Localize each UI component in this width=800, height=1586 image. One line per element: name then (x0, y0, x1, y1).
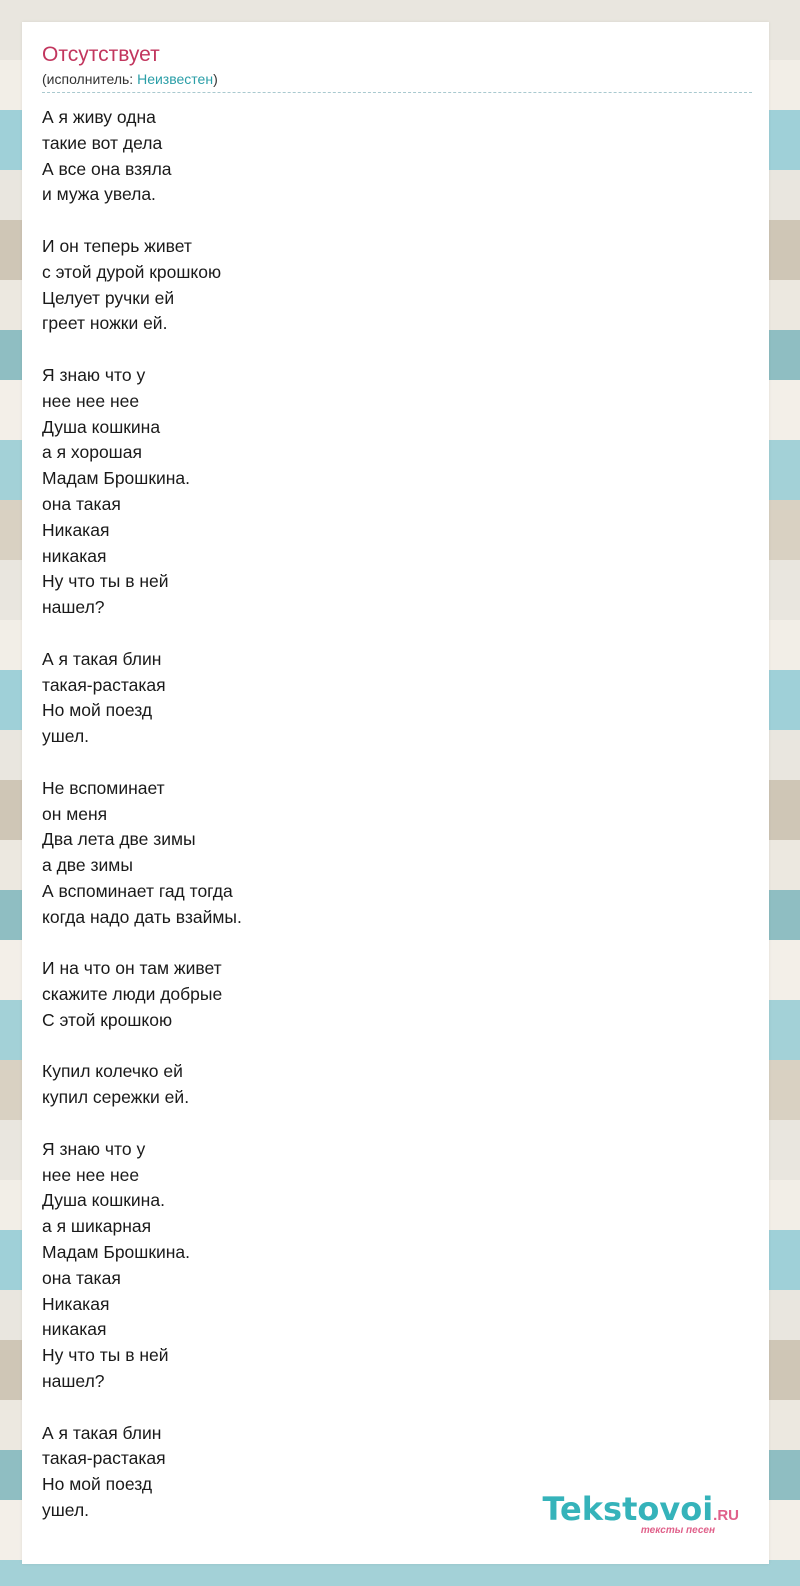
lyrics-line: Ну что ты в ней (42, 1345, 169, 1366)
lyrics-line: а я шикарная (42, 1216, 152, 1237)
lyrics-line: С этой крошкою (42, 1009, 173, 1030)
lyrics-stanza (42, 234, 742, 337)
lyrics-stanza (42, 1059, 742, 1111)
lyrics-line: И на что он там живет (42, 958, 222, 979)
lyrics-line: А я живу одна (42, 107, 156, 127)
lyrics-line: купил сережки ей. (42, 1087, 190, 1108)
song-title: Отсутствует (42, 43, 160, 66)
lyrics-line: он меня (42, 803, 108, 824)
lyrics-line: с этой дурой крошкою (42, 261, 222, 282)
lyrics-body (42, 105, 742, 1550)
logo-tld: .RU (713, 1507, 739, 1524)
artist-line (42, 70, 752, 88)
logo-main-text: Tekstovoi (542, 1490, 714, 1528)
lyrics-stanza (42, 363, 742, 621)
lyrics-line: Купил колечко ей (42, 1061, 183, 1082)
lyrics-line: нашел? (42, 1371, 105, 1392)
lyrics-line: Душа кошкина. (42, 1190, 165, 1211)
lyrics-line: Я знаю что у (42, 364, 146, 385)
lyrics-line: она такая (42, 1267, 121, 1288)
lyrics-card (22, 22, 769, 1564)
lyrics-line: такая-растакая (42, 1448, 166, 1469)
lyrics-line: и мужа увела. (42, 184, 156, 205)
lyrics-line: такие вот дела (42, 132, 163, 153)
logo-wordmark (542, 1492, 739, 1526)
lyrics-line: А я такая блин (42, 1422, 162, 1443)
site-logo[interactable] (542, 1492, 739, 1536)
artist-link[interactable]: Неизвестен (137, 71, 214, 87)
lyrics-line: А я такая блин (42, 648, 162, 669)
lyrics-stanza (42, 776, 742, 931)
song-header (42, 42, 752, 93)
lyrics-stanza (42, 105, 742, 208)
lyrics-line: Никакая (42, 519, 110, 540)
lyrics-line: Целует ручки ей (42, 287, 175, 308)
lyrics-line: никакая (42, 1319, 107, 1340)
logo-tagline: тексты песен (640, 1525, 715, 1536)
lyrics-line: А все она взяла (42, 158, 172, 179)
lyrics-stanza (42, 1137, 742, 1395)
lyrics-line: когда надо дать взаймы. (42, 906, 242, 927)
artist-suffix: ) (213, 71, 218, 87)
lyrics-line: Не вспоминает (42, 777, 165, 798)
lyrics-line: ушел. (42, 726, 90, 747)
lyrics-line: нее нее нее (42, 390, 140, 411)
lyrics-line: никакая (42, 545, 107, 566)
lyrics-line: она такая (42, 493, 121, 514)
lyrics-line: греет ножки ей. (42, 313, 168, 334)
lyrics-line: Но мой поезд (42, 1474, 153, 1495)
lyrics-line: Но мой поезд (42, 700, 153, 721)
lyrics-line: Никакая (42, 1293, 110, 1314)
lyrics-stanza (42, 647, 742, 750)
lyrics-line: Два лета две зимы (42, 829, 196, 850)
lyrics-line: Мадам Брошкина. (42, 468, 191, 489)
lyrics-line: нее нее нее (42, 1164, 140, 1185)
lyrics-line: И он теперь живет (42, 235, 192, 256)
lyrics-stanza (42, 956, 742, 1033)
lyrics-line: нашел? (42, 597, 105, 618)
lyrics-line: Мадам Брошкина. (42, 1242, 191, 1263)
lyrics-line: а я хорошая (42, 442, 142, 463)
lyrics-line: Я знаю что у (42, 1138, 146, 1159)
lyrics-line: а две зимы (42, 855, 133, 876)
lyrics-line: Душа кошкина (42, 416, 161, 437)
lyrics-line: ушел. (42, 1500, 90, 1521)
lyrics-line: такая-растакая (42, 674, 166, 695)
lyrics-line: Ну что ты в ней (42, 571, 169, 592)
lyrics-line: скажите люди добрые (42, 984, 223, 1005)
artist-prefix: (исполнитель: (42, 71, 138, 87)
lyrics-line: А вспоминает гад тогда (42, 880, 233, 901)
